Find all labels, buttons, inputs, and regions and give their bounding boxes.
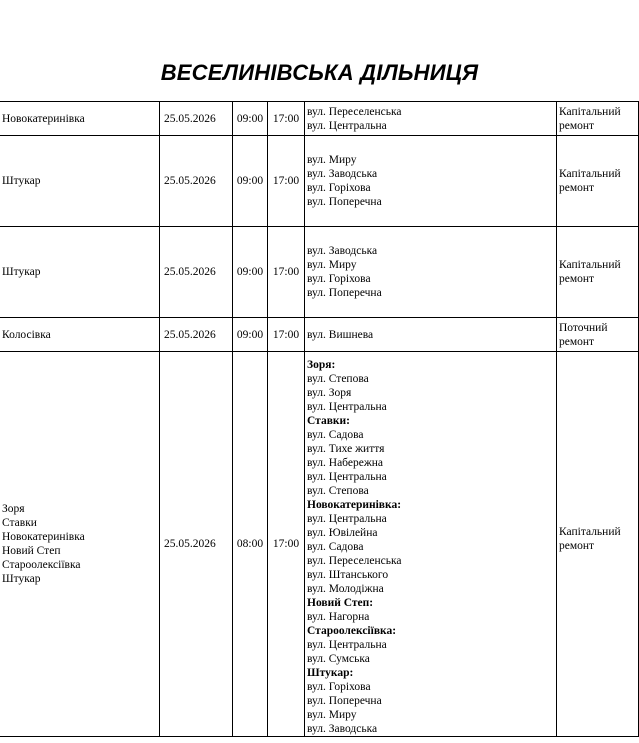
settlement-name: Штукар	[2, 266, 41, 278]
streets-cell	[305, 102, 557, 136]
date-cell: 25.05.2026	[160, 102, 233, 136]
date-cell: 25.05.2026	[160, 352, 233, 737]
street-name: вул. Горіхова	[307, 681, 371, 693]
settlement-group-heading: Ставки:	[307, 415, 350, 427]
street-name: вул. Переселенська	[307, 105, 402, 118]
streets-cell	[305, 227, 557, 318]
street-name: вул. Поперечна	[307, 287, 382, 299]
street-name: вул. Степова	[307, 485, 369, 497]
settlement-group-heading: Староолексіївка:	[307, 625, 397, 637]
work-type-cell: Капітальний ремонт	[557, 352, 639, 737]
table-row	[0, 227, 639, 318]
settlement-name: Зоря	[2, 503, 25, 515]
street-name: вул. Зоря	[307, 387, 352, 399]
street-name: вул. Центральна	[307, 513, 387, 525]
street-name: вул. Центральна	[307, 471, 387, 483]
street-name: вул. Набережна	[307, 457, 384, 469]
table-row	[0, 102, 639, 136]
start-time-cell: 08:00	[233, 352, 268, 737]
streets-cell	[305, 318, 557, 352]
start-time-cell: 09:00	[233, 318, 268, 352]
street-name: вул. Переселенська	[307, 555, 402, 567]
settlement-cell	[0, 227, 160, 318]
street-name: вул. Миру	[307, 259, 357, 271]
street-name: вул. Заводська	[307, 168, 378, 180]
settlement-name: Штукар	[2, 175, 41, 187]
street-name: вул. Нагорна	[307, 611, 370, 623]
date-cell: 25.05.2026	[160, 136, 233, 227]
settlement-name: Штукар	[2, 573, 41, 585]
work-type-cell: Капітальний ремонт	[557, 136, 639, 227]
end-time-cell: 17:00	[268, 352, 305, 737]
settlement-name: Новокатеринівка	[2, 112, 85, 125]
settlement-group-heading: Новий Степ:	[307, 597, 374, 609]
street-name: вул. Сумська	[307, 653, 370, 665]
end-time-cell: 17:00	[268, 102, 305, 136]
street-name: вул. Заводська	[307, 723, 378, 735]
start-time-cell: 09:00	[233, 227, 268, 318]
settlement-name: Новий Степ	[2, 545, 61, 557]
settlement-cell	[0, 352, 160, 737]
streets-cell	[305, 136, 557, 227]
settlement-name: Староолексіївка	[2, 559, 81, 571]
end-time-cell: 17:00	[268, 318, 305, 352]
street-name: вул. Центральна	[307, 639, 387, 651]
street-name: вул. Поперечна	[307, 695, 382, 707]
work-type-cell: Капітальний ремонт	[557, 102, 639, 136]
settlement-name: Ставки	[2, 517, 37, 529]
table-row	[0, 352, 639, 737]
street-name: вул. Центральна	[307, 119, 387, 132]
work-type-cell: Поточний ремонт	[557, 318, 639, 352]
start-time-cell: 09:00	[233, 102, 268, 136]
street-name: вул. Штанського	[307, 569, 389, 581]
settlement-cell	[0, 136, 160, 227]
settlement-group-heading: Новокатеринівка:	[307, 499, 402, 511]
settlement-group-heading: Зоря:	[307, 359, 336, 371]
street-name: вул. Центральна	[307, 401, 387, 413]
settlement-cell	[0, 102, 160, 136]
streets-cell	[305, 352, 557, 737]
settlement-name: Колосівка	[2, 328, 51, 341]
street-name: вул. Тихе життя	[307, 443, 385, 455]
street-name: вул. Миру	[307, 154, 357, 166]
street-name: вул. Садова	[307, 429, 364, 441]
end-time-cell: 17:00	[268, 227, 305, 318]
street-name: вул. Миру	[307, 709, 357, 721]
page-title: ВЕСЕЛИНІВСЬКА ДІЛЬНИЦЯ	[160, 60, 479, 85]
start-time-cell: 09:00	[233, 136, 268, 227]
street-name: вул. Степова	[307, 373, 369, 385]
street-name: вул. Вишнева	[307, 328, 374, 341]
date-cell: 25.05.2026	[160, 318, 233, 352]
street-name: вул. Ювілейна	[307, 527, 378, 539]
settlement-name: Новокатеринівка	[2, 531, 85, 543]
settlement-group-heading: Штукар:	[307, 667, 354, 679]
street-name: вул. Горіхова	[307, 182, 371, 194]
outage-schedule-table	[0, 101, 639, 737]
street-name: вул. Поперечна	[307, 196, 382, 208]
settlement-cell	[0, 318, 160, 352]
table-row	[0, 318, 639, 352]
table-row	[0, 136, 639, 227]
end-time-cell: 17:00	[268, 136, 305, 227]
street-name: вул. Заводська	[307, 245, 378, 257]
street-name: вул. Молодіжна	[307, 583, 384, 595]
date-cell: 25.05.2026	[160, 227, 233, 318]
work-type-cell: Капітальний ремонт	[557, 227, 639, 318]
street-name: вул. Горіхова	[307, 273, 371, 285]
street-name: вул. Садова	[307, 541, 364, 553]
